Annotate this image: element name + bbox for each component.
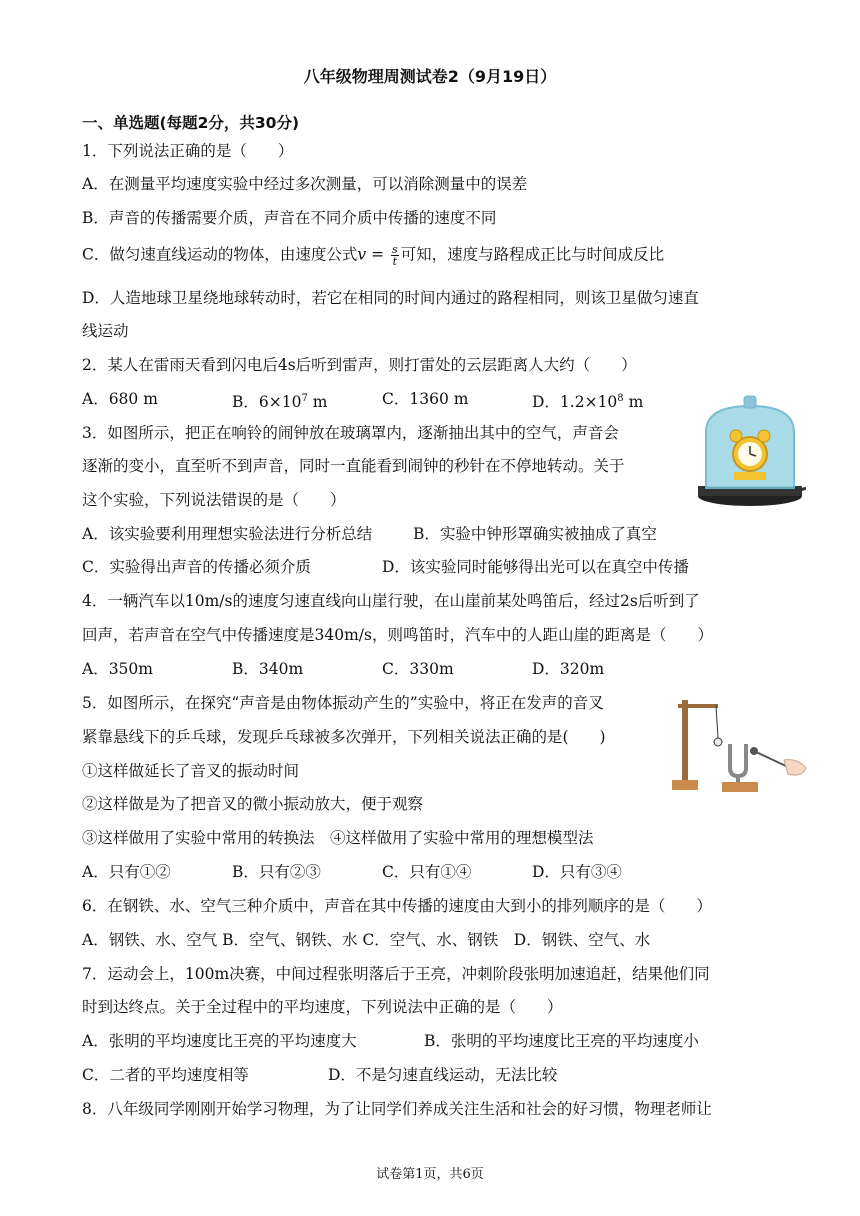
question-4-line1: 4．一辆汽车以10m/s的速度匀速直线向山崖行驶，在山崖前某处鸣笛后，经过2s后听到了 [82,592,700,610]
question-1-option-d-line2: 线运动 [82,322,129,340]
formula-v: v [357,245,367,264]
question-5-option-b: B．只有②③ [232,863,321,881]
question-5-option-c: C．只有①④ [382,863,472,881]
question-2-option-b [232,389,327,412]
question-4-option-d: D．320m [532,660,605,678]
question-1-option-a: A．在测量平均速度实验中经过多次测量，可以消除测量中的误差 [82,175,528,193]
question-1-option-d-line1: D．人造地球卫星绕地球转动时，若它在相同的时间内通过的路程相同，则该卫星做匀速直 [82,289,699,307]
question-5-line2: 紧靠悬线下的乒乓球，发现乒乓球被多次弹开，下列相关说法正确的是( ) [82,728,606,746]
question-7-line2: 时到达终点。关于全过程中的平均速度，下列说法中正确的是（ ） [82,998,563,1016]
question-3-line2: 逐渐的变小，直至听不到声音，同时一直能看到闹钟的秒针在不停地转动。关于 [82,457,625,475]
formula-fraction [391,244,399,267]
fraction-numerator: s [391,243,398,256]
question-5-statements-3-4: ③这样做用了实验中常用的转换法 ④这样做用了实验中常用的理想模型法 [82,829,594,847]
fraction-denominator: t [392,255,398,268]
question-2-option-a: A．680 m [82,390,158,408]
bell-jar-figure [694,392,806,512]
question-5-line1: 5．如图所示，在探究“声音是由物体振动产生的”实验中，将正在发声的音叉 [82,694,604,712]
resonator-box [722,782,758,792]
tuning-fork-figure [666,694,816,798]
question-3-option-a: A．该实验要利用理想实验法进行分析总结 [82,525,373,543]
question-3-option-d: D．该实验同时能够得出光可以在真空中传播 [382,558,689,576]
question-8-line1: 8．八年级同学刚刚开始学习物理，为了让同学们养成关注生活和社会的好习惯，物理老师让 [82,1100,712,1118]
section-heading: 一、单选题(每题2分，共30分) [82,114,300,132]
alarm-bell-left [730,430,742,442]
hand [784,760,806,775]
option-b-exponent: 7 [301,393,308,404]
ping-pong-ball [714,738,722,746]
mallet-head [750,747,758,755]
question-4-option-a: A．350m [82,660,153,678]
question-1-option-c [82,244,664,267]
question-5-option-d: D．只有③④ [532,863,622,881]
question-6-options: A．钢铁、水、空气 B．空气、钢铁、水 C．空气、水、钢铁 D．钢铁、空气、水 [82,931,651,949]
option-d-unit: m [623,393,644,412]
option-d-base: D．1.2×10 [532,393,618,412]
suspension-thread [716,706,718,738]
question-1-option-b: B．声音的传播需要介质，声音在不同介质中传播的速度不同 [82,209,497,227]
alarm-bell-right [758,430,770,442]
page-title: 八年级物理周测试卷2（9月19日） [303,67,557,86]
question-6-stem: 6．在钢铁、水、空气三种介质中，声音在其中传播的速度由大到小的排列顺序的是（ ） [82,897,712,915]
page-footer: 试卷第1页，共6页 [376,1167,484,1182]
question-2-option-d [532,389,643,412]
question-7-option-d: D．不是匀速直线运动，无法比较 [328,1066,558,1084]
question-2-option-c: C．1360 m [382,390,469,408]
question-5-option-a: A．只有①② [82,863,171,881]
clock-stand [734,472,766,480]
stand-arm [678,704,718,708]
bell-jar-knob [744,396,756,408]
question-1-stem: 1．下列说法正确的是（ ） [82,142,294,160]
question-4-option-b: B．340m [232,660,304,678]
tuning-fork [730,744,746,776]
formula-equals: = [366,245,389,264]
option-c-text-after: 可知，速度与路程成正比与时间成反比 [400,245,665,264]
question-3-option-c: C．实验得出声音的传播必须介质 [82,558,311,576]
stand-base [672,780,698,790]
question-3-line3: 这个实验，下列说法错误的是（ ） [82,491,346,509]
question-4-line2: 回声，若声音在空气中传播速度是340m/s，则鸣笛时，汽车中的人距山崖的距离是（ ） [82,626,713,644]
question-7-option-b: B．张明的平均速度比王亮的平均速度小 [424,1032,699,1050]
option-d-exponent: 8 [617,393,624,404]
question-3-option-b: B．实验中钟形罩确实被抽成了真空 [413,525,657,543]
question-7-option-c: C．二者的平均速度相等 [82,1066,249,1084]
option-b-unit: m [307,393,328,412]
option-b-base: B．6×10 [232,393,302,412]
question-7-option-a: A．张明的平均速度比王亮的平均速度大 [82,1032,357,1050]
question-4-option-c: C．330m [382,660,454,678]
mallet-handle [756,752,786,766]
option-c-text-before: C．做匀速直线运动的物体，由速度公式 [82,245,358,264]
question-5-statement-2: ②这样做是为了把音叉的微小振动放大，便于观察 [82,795,424,813]
question-7-line1: 7．运动会上，100m决赛，中间过程张明落后于王亮，冲刺阶段张明加速追赶，结果他们同 [82,965,710,983]
stand-pole [682,700,688,788]
question-3-line1: 3．如图所示，把正在响铃的闹钟放在玻璃罩内，逐渐抽出其中的空气，声音会 [82,424,619,442]
question-5-statement-1: ①这样做延长了音叉的振动时间 [82,762,300,780]
question-2-stem: 2．某人在雷雨天看到闪电后4s后听到雷声，则打雷处的云层距离人大约（ ） [82,356,637,374]
